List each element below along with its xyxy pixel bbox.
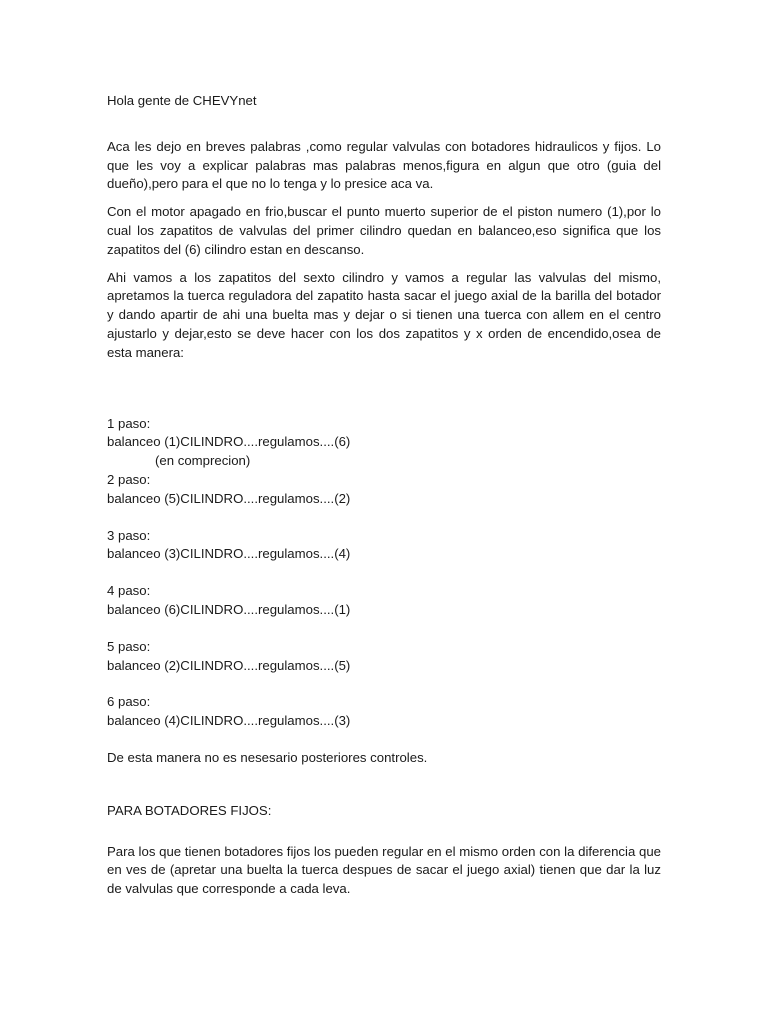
spacer xyxy=(107,768,661,802)
step-label: 3 paso: xyxy=(107,527,151,543)
step-label: 2 paso: xyxy=(107,471,151,487)
spacer xyxy=(107,372,661,415)
step-6 xyxy=(107,693,661,731)
step-detail: balanceo (5)CILINDRO....regulamos....(2) xyxy=(107,490,351,506)
greeting: Hola gente de CHEVYnet xyxy=(107,93,257,108)
step-detail: balanceo (6)CILINDRO....regulamos....(1) xyxy=(107,601,351,617)
step-2 xyxy=(107,471,661,509)
fixed-lifters-heading: PARA BOTADORES FIJOS: xyxy=(107,802,272,818)
document-page xyxy=(107,92,661,908)
step-label: 6 paso: xyxy=(107,694,151,710)
step-detail: balanceo (3)CILINDRO....regulamos....(4) xyxy=(107,546,351,562)
step-label: 1 paso: xyxy=(107,415,151,431)
step-label: 5 paso: xyxy=(107,638,151,654)
intro-paragraph: Aca les dejo en breves palabras ,como regular valvulas con botadores hidraulicos y fijos. Lo que les voy a explicar palabras mas palabras menos,figura en algun que otro (guia del dueño),pero para el que no lo tenga y lo presice aca va. xyxy=(107,138,661,192)
fixed-lifters-paragraph: Para los que tienen botadores fijos los pueden regular en el mismo orden con la diferencia que en ves de (apretar una buelta la tuerca despues de sacar el juego axial) tienen que dar la luz de valvulas que corresponde a cada leva. xyxy=(107,843,661,897)
adjustment-paragraph: Ahi vamos a los zapatitos del sexto cilindro y vamos a regular las valvulas del mismo, apretamos la tuerca reguladora del zapatito hasta sacar el juego axial de la barilla del botador y dando apartir de ahi una buelta mas y dejar o si tienen una tuerca con allem en el centro ajustarlo y dejar,esto se deve hacer con los dos zapatitos y x orden de encendido,osea de esta manera: xyxy=(107,269,661,360)
step-label: 4 paso: xyxy=(107,583,151,599)
step-1 xyxy=(107,415,661,471)
step-4 xyxy=(107,582,661,620)
step-detail: balanceo (2)CILINDRO....regulamos....(5) xyxy=(107,657,351,673)
step-note: (en comprecion) xyxy=(155,453,251,469)
step-3 xyxy=(107,527,661,565)
engine-position-paragraph: Con el motor apagado en frio,buscar el punto muerto superior de el piston numero (1),por lo cual los zapatitos de valvulas del primer cilindro quedan en balanceo,eso significa que los zapatitos del (6) cilindro estan en descanso. xyxy=(107,204,661,257)
step-5 xyxy=(107,638,661,676)
step-detail: balanceo (1)CILINDRO....regulamos....(6) xyxy=(107,434,351,450)
closing-line: De esta manera no es nesesario posteriores controles. xyxy=(107,749,428,765)
step-detail: balanceo (4)CILINDRO....regulamos....(3) xyxy=(107,713,351,729)
